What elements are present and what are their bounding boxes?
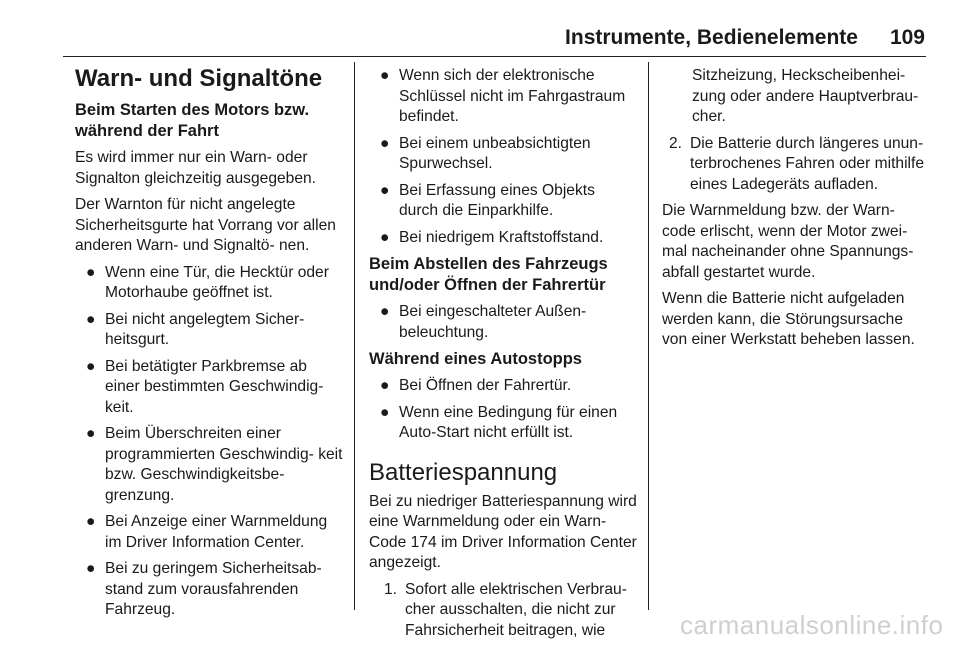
bullet-icon: ● xyxy=(380,181,390,199)
section-title-battery: Batteriespannung xyxy=(369,458,558,486)
bullet-icon: ● xyxy=(380,377,390,394)
numbered-list xyxy=(375,580,637,642)
page-number: 109 xyxy=(889,26,925,49)
column-divider-1 xyxy=(354,62,355,610)
list-item: ● Bei betätigter Parkbremse ab einer bestimmten Geschwindig- keit. xyxy=(86,357,324,416)
bullet-icon: ● xyxy=(380,403,390,421)
bullet-list xyxy=(369,302,637,343)
list-item: ● Bei niedrigem Kraftstoffstand. xyxy=(369,228,637,249)
list-item: ● Bei Öffnen der Fahrertür. xyxy=(369,376,637,397)
list-item: ● Bei zu geringem Sicherheitsab- stand zum vorausfahrenden Fahrzeug. xyxy=(86,560,322,618)
bullet-icon: ● xyxy=(86,357,96,375)
list-item: ● Bei Erfassung eines Objekts durch die Einparkhilfe. xyxy=(380,181,595,219)
list-item: 1. Sofort alle elektrischen Verbrau- cher ausschalten, die nicht zur Fahrsicherheit beitragen, wie xyxy=(375,580,637,642)
subtitle-start-driving: Beim Starten des Motors bzw. während der Fahrt xyxy=(75,101,310,140)
list-item: ● Beim Überschreiten einer programmierten Geschwindig- keit bzw. Geschwindigkeitsbe- grenzung. xyxy=(86,425,343,504)
list-item: ● Bei Anzeige einer Warnmeldung im Driver Information Center. xyxy=(86,513,328,551)
step-number: 2. xyxy=(668,134,682,152)
bullet-icon: ● xyxy=(380,228,390,246)
list-item: ● Bei einem unbeabsichtigten Spurwechsel. xyxy=(380,134,591,172)
bullet-list xyxy=(75,263,345,621)
column-1 xyxy=(75,62,345,627)
list-item: ● Bei nicht angelegtem Sicher- heitsgurt. xyxy=(86,310,305,348)
bullet-icon: ● xyxy=(86,560,96,577)
page-header xyxy=(0,26,925,50)
list-item-continuation: Sitzheizung, Heckscheibenhei- zung oder andere Hauptverbrau- cher. xyxy=(692,67,919,125)
list-item: 2. Die Batterie durch längeres unun- terbrochenes Fahren oder mithilfe eines Ladegeräts aufladen. xyxy=(660,134,928,196)
paragraph: Es wird immer nur ein Warn- oder Signalton gleichzeitig ausgegeben. xyxy=(75,149,317,187)
bullet-icon: ● xyxy=(86,513,96,530)
column-divider-2 xyxy=(648,62,649,610)
step-number: 1. xyxy=(383,580,397,598)
list-item: ● Wenn eine Tür, die Hecktür oder Motorhaube geöffnet ist. xyxy=(86,263,329,301)
bullet-list xyxy=(369,376,637,444)
list-item: ● Bei eingeschalteter Außen- beleuchtung. xyxy=(380,303,587,341)
bullet-icon: ● xyxy=(86,425,96,442)
numbered-list xyxy=(660,134,928,196)
column-2 xyxy=(369,62,637,647)
paragraph: Wenn die Batterie nicht aufgeladen werden kann, die Störungsursache von einer Werkstatt beheben lassen. xyxy=(662,290,915,348)
bullet-icon: ● xyxy=(380,134,390,152)
subtitle-parking: Beim Abstellen des Fahrzeugs und/oder Öffnen der Fahrertür xyxy=(369,255,608,294)
subtitle-autostop: Während eines Autostopps xyxy=(369,350,582,368)
list-item: ● Wenn sich der elektronische Schlüssel nicht im Fahrgastraum befindet. xyxy=(380,67,626,125)
bullet-list xyxy=(369,66,637,248)
bullet-icon: ● xyxy=(86,263,96,281)
column-3 xyxy=(662,62,928,357)
section-title-warning-tones: Warn- und Signaltöne xyxy=(75,65,323,92)
list-item: ● Wenn eine Bedingung für einen Auto-Start nicht erfüllt ist. xyxy=(380,403,618,441)
bullet-icon: ● xyxy=(380,67,390,84)
paragraph: Die Warnmeldung bzw. der Warn- code erlischt, wenn der Motor zwei- mal nacheinander ohne Spannungs- abfall gestartet wurde. xyxy=(662,202,914,281)
header-rule xyxy=(63,56,926,57)
bullet-icon: ● xyxy=(380,303,390,320)
watermark: carmanualsonline.info xyxy=(680,610,944,640)
bullet-icon: ● xyxy=(86,310,96,328)
paragraph: Der Warnton für nicht angelegte Sicherheitsgurte hat Vorrang vor allen anderen Warn- und Signaltö- nen. xyxy=(75,196,336,254)
paragraph: Bei zu niedriger Batteriespannung wird eine Warnmeldung oder ein Warn-Code 174 im Driver Information Center angezeigt. xyxy=(369,492,637,571)
chapter-title: Instrumente, Bedienelemente xyxy=(565,26,858,49)
